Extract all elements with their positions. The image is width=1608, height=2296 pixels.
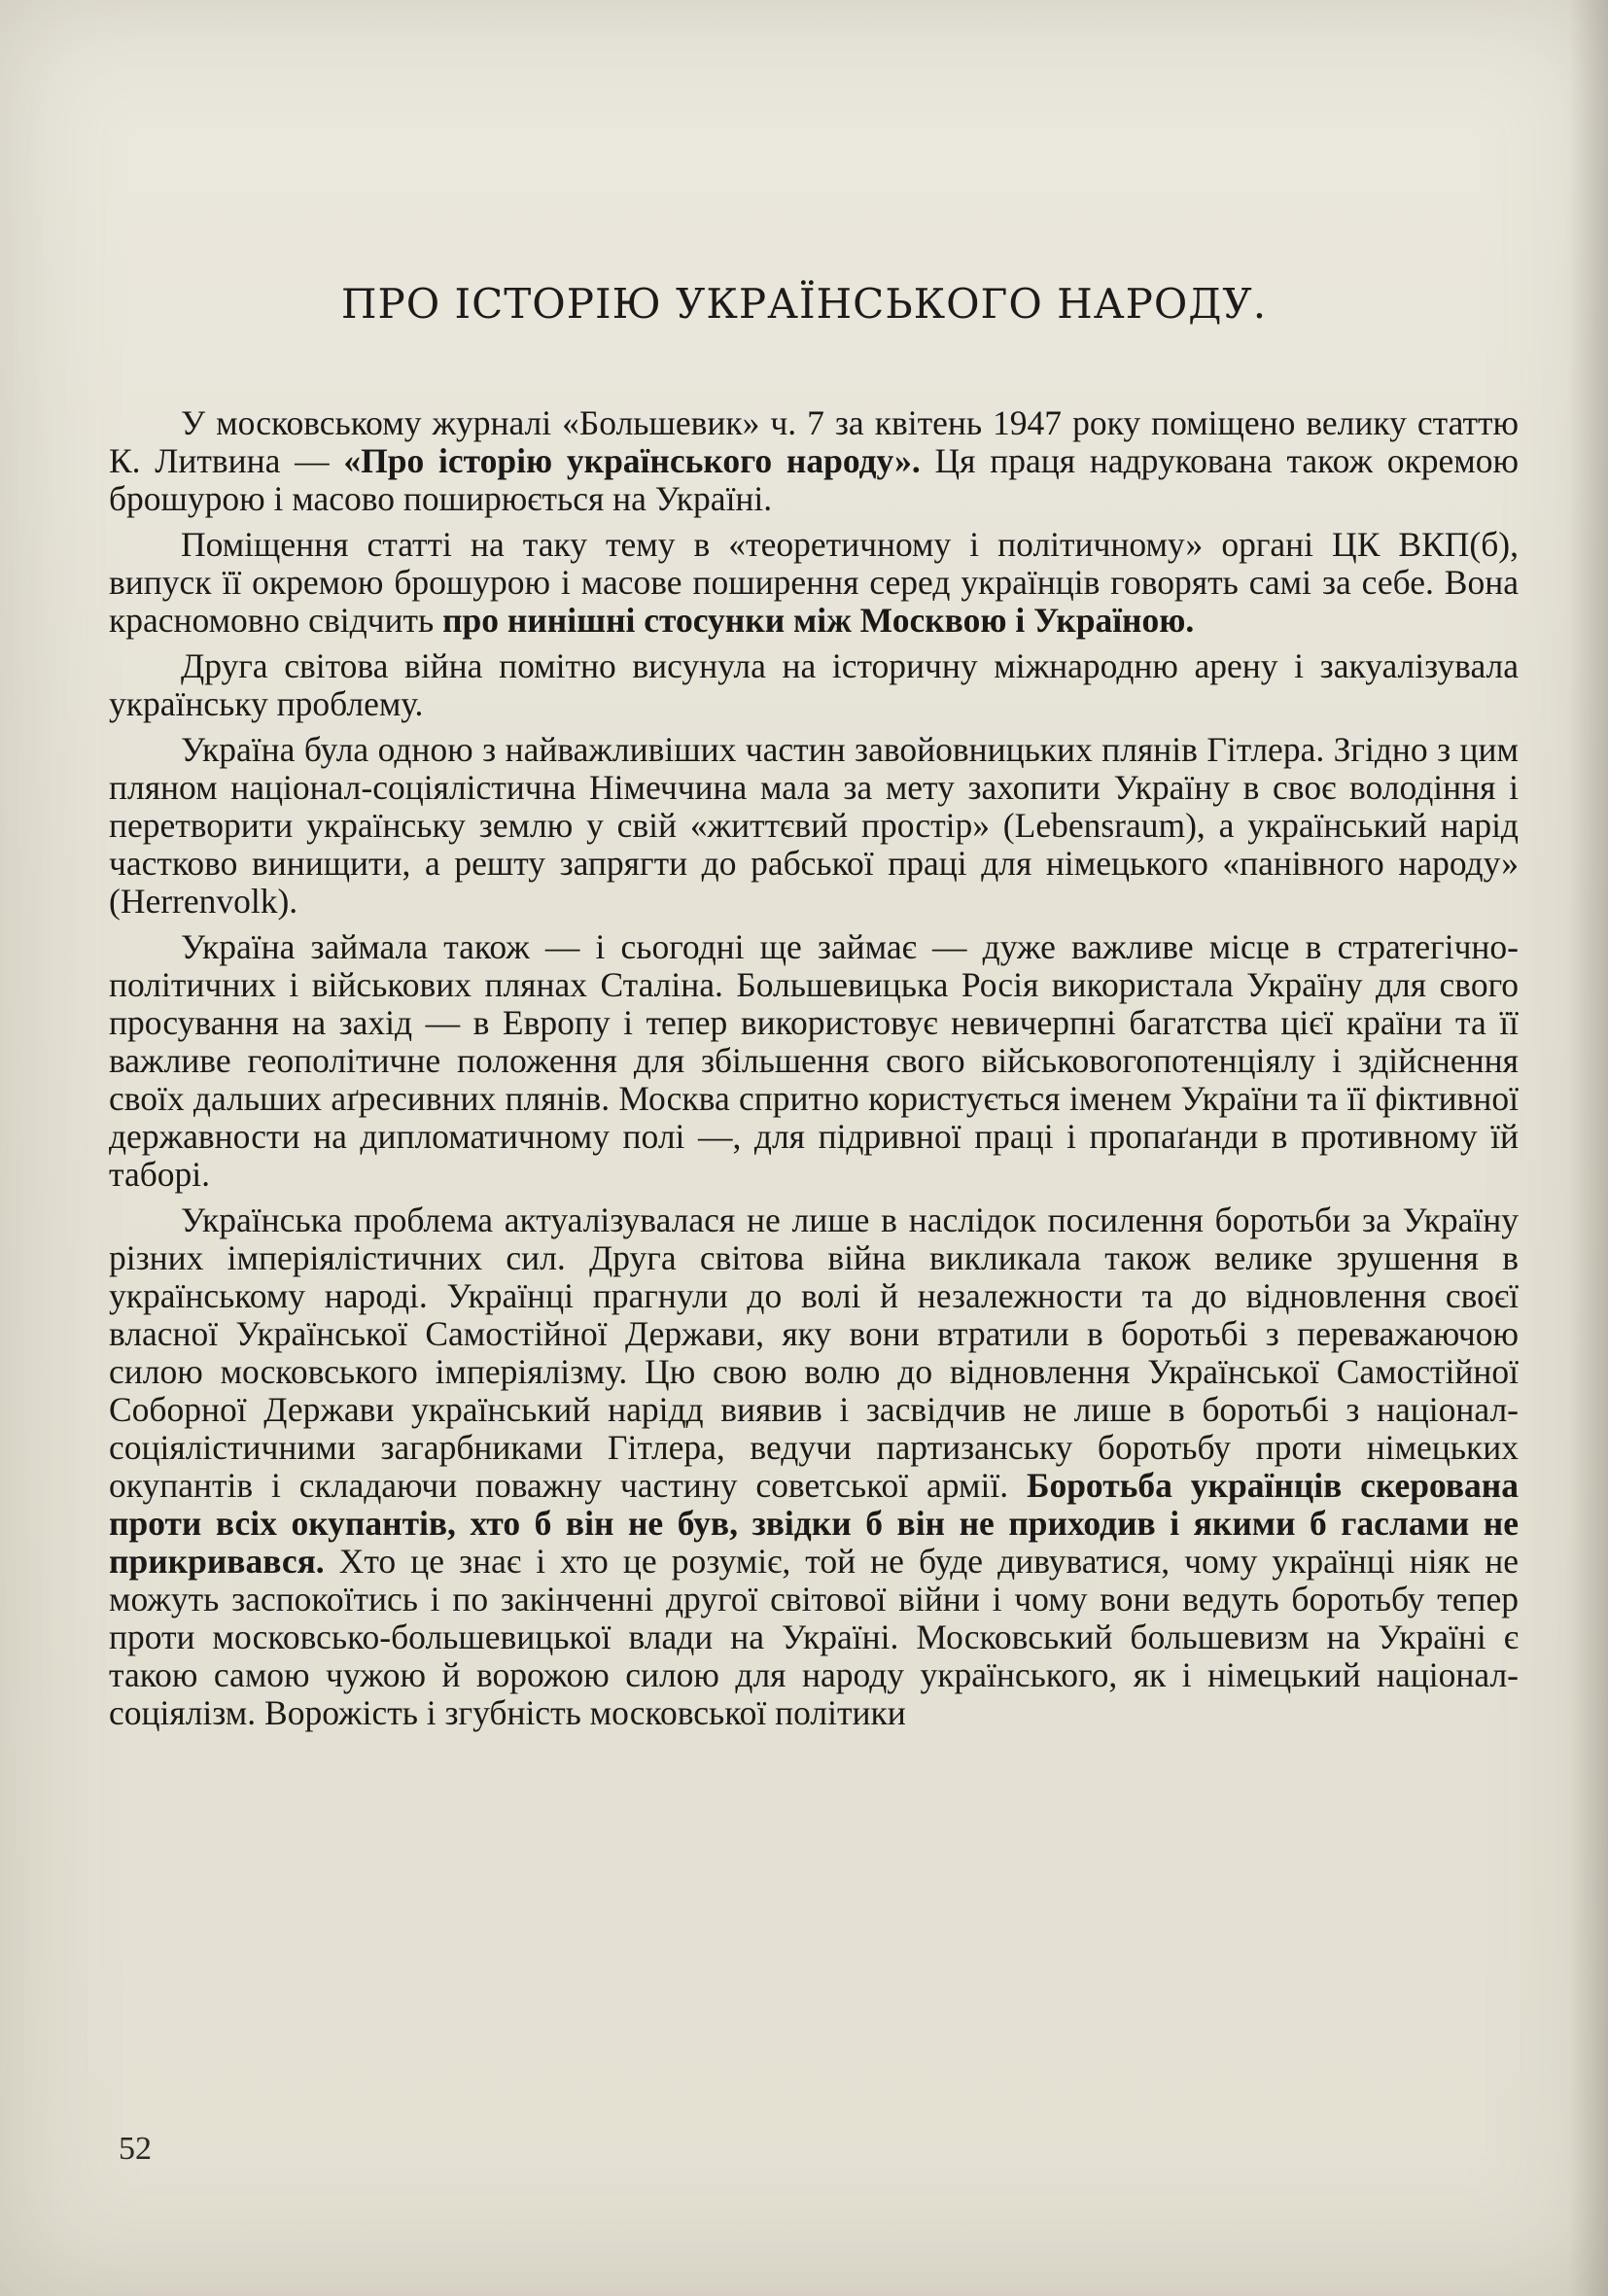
page-edge-shadow	[1569, 0, 1608, 2296]
paragraph-text: Україна займала також — і сьогодні ще займає — дуже важливе місце в стратегічно-політичних і військових плянах Сталіна. Большевицька Росія використала Україну для свого просування на захід — в Европу і тепер використовує невичерпні багатства цієї країни та її важливе геополітичне положення для збільшення свого військовогопотенціялу і здійснення своїх дальших аґресивних плянів. Москва спритно користується іменем України та її фіктивної державности на дипломатичному полі —, для підривної праці і пропаґанди в противному їй таборі.	[109, 927, 1519, 1194]
page-number: 52	[119, 2131, 152, 2167]
paragraph-text: Хто це знає і хто це розуміє, той не буде дивуватися, чому українці ніяк не можуть заспокоїтись і по закінченні другої світової війни і чому вони ведуть боротьбу тепер проти московсько-большевицької влади на Україні. Московський большевизм на Україні є такою самою чужою й ворожою силою для народу українського, як і німецький націонал-соціялізм. Ворожість і згубність московської політики	[109, 1542, 1519, 1732]
paragraph-text: Україна була одною з найважливіших частин завойовницьких плянів Гітлера. Згідно з цим пляном націонал-соціялістична Німеччина мала за мету захопити Україну в своє володіння і перетворити українську землю у свій «життєвий простір» (Lebensraum), а український нарід частково винищити, а решту запрягти до рабської праці для німецького «панівного народу» (Herrenvolk).	[109, 730, 1519, 921]
paragraph-text: Друга світова війна помітно висунула на історичну міжнародню арену і закуалізувала українську проблему.	[109, 646, 1519, 723]
paragraph-text: Ця праця надрукована також окремою брошурою і масово поширюється на Україні.	[109, 441, 1519, 518]
paragraph-text: У московському журналі «Большевик» ч. 7 за квітень 1947 року поміщено велику статтю К. Литвина —	[109, 403, 1519, 480]
paragraph-text: Поміщення статті на таку тему в «теоретичному і політичному» органі ЦК ВКП(б), випуск її окремою брошурою і масове поширення серед українців говорять самі за себе. Вона красномовно свідчить	[109, 525, 1519, 640]
paragraph-5	[109, 928, 1519, 1194]
paragraph-2	[109, 526, 1519, 640]
article-title: ПРО ІСТОРІЮ УКРАЇНСЬКОГО НАРОДУ.	[340, 280, 1268, 328]
paragraph-6	[109, 1201, 1519, 1732]
paragraph-text: Українська проблема актуалізувалася не лише в наслідок посилення боротьби за Україну різних імперіялістичних сил. Друга світова війна викликала також велике зрушення в українському народі. Українці прагнули до волі й незалежности та до відновлення своєї власної Української Самостійної Держави, яку вони втратили в боротьбі з переважаючою силою московського імперіялізму. Цю свою волю до відновлення Української Самостійної Соборної Держави український нарідд виявив і засвідчив не лише в боротьбі з націонал-соціялістичними загарбниками Гітлера, ведучи партизанську боротьбу проти німецьких окупантів і складаючи поважну частину советської армії.	[109, 1200, 1519, 1505]
paragraph-3	[109, 647, 1519, 723]
paragraph-4	[109, 731, 1519, 921]
bold-phrase: «Про історію українського народу».	[343, 441, 921, 480]
bold-phrase: Боротьба українців скерована проти всіх окупантів, хто б він не був, звідки б він не приходив і якими б гаслами не прикривався.	[109, 1466, 1519, 1581]
article-body	[109, 404, 1519, 1740]
bold-phrase: про нинішні стосунки між Москвою і Україною.	[442, 601, 1195, 640]
paragraph-1	[109, 404, 1519, 518]
